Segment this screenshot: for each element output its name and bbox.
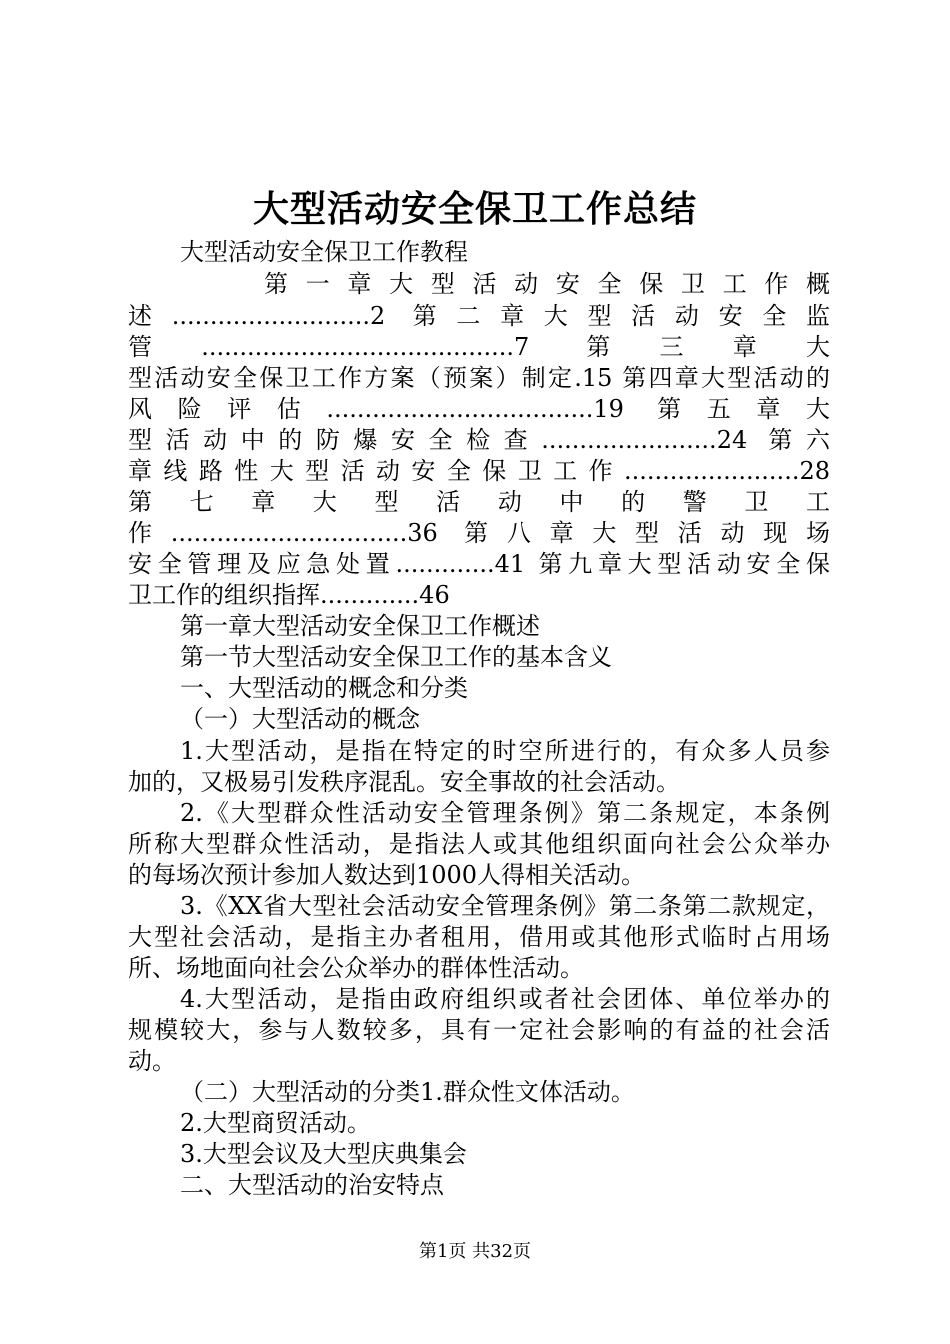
paragraph-line: 4.大型活动，是指由政府组织或者社会团体、单位举办的 [180, 985, 830, 1013]
paragraph-line: 加的，又极易引发秩序混乱。安全事故的社会活动。 [128, 768, 680, 796]
paragraph-line: 2.大型商贸活动。 [180, 1109, 371, 1137]
toc-line: 第 一 章 大 型 活 动 安 全 保 卫 工 作 概 [264, 270, 830, 298]
paragraph-line: 所、场地面向社会公众举办的群体性活动。 [128, 954, 584, 982]
paragraph-line: 2.《大型群众性活动安全管理条例》第二条规定，本条例 [180, 799, 830, 827]
paragraph-line: 的每场次预计参加人数达到1000人得相关活动。 [128, 861, 646, 889]
toc-line: 型活动中的防爆安全检查.......................24 第六 [128, 426, 830, 454]
paragraph-line: 3.《XX省大型社会活动安全管理条例》第二条第二款规定， [180, 892, 830, 920]
toc-line: 第 七 章 大 型 活 动 中 的 警 卫 工 [128, 488, 830, 516]
subsection-heading: 一、大型活动的概念和分类 [180, 674, 468, 702]
toc-line: 型活动安全保卫工作方案（预案）制定.15 第四章大型活动的 [128, 364, 830, 392]
toc-line: 章线路性大型活动安全保卫工作.......................28 [128, 457, 830, 485]
document-title: 大型活动安全保卫工作总结 [252, 188, 697, 230]
paragraph-line: 规模较大，参与人数较多，具有一定社会影响的有益的社会活 [128, 1016, 830, 1044]
toc-line: 述..........................2 第二章大型活动安全监 [128, 302, 830, 330]
paragraph-line: 大型社会活动，是指主办者租用，借用或其他形式临时占用场 [128, 923, 830, 951]
toc-heading: 大型活动安全保卫工作教程 [180, 238, 468, 266]
chapter-heading: 第一章大型活动安全保卫工作概述 [180, 612, 540, 640]
toc-line: 卫工作的组织指挥.............46 [128, 581, 450, 609]
paragraph-line: 所称大型群众性活动，是指法人或其他组织面向社会公众举办 [128, 830, 830, 858]
section-heading: 第一节大型活动安全保卫工作的基本含义 [180, 643, 612, 671]
paragraph-line: 1.大型活动，是指在特定的时空所进行的，有众多人员参 [180, 737, 830, 765]
toc-line: 安全管理及应急处置.............41 第九章大型活动安全保 [128, 550, 830, 578]
paragraph-line: 动。 [128, 1047, 176, 1075]
toc-line: 管.........................................7 第三章大 [128, 333, 830, 361]
toc-line: 作...............................36 第八章大型活动现场 [128, 519, 830, 547]
paragraph-line: 3.大型会议及大型庆典集会 [180, 1140, 467, 1168]
subsection-heading: 二、大型活动的治安特点 [180, 1171, 444, 1199]
page-footer: 第1页 共32页 [418, 1241, 532, 1262]
toc-line: 风险评估...................................19 第五章大 [128, 395, 830, 423]
paragraph-line: （二）大型活动的分类1.群众性文体活动。 [180, 1078, 635, 1106]
subsection-heading: （一）大型活动的概念 [180, 705, 420, 733]
